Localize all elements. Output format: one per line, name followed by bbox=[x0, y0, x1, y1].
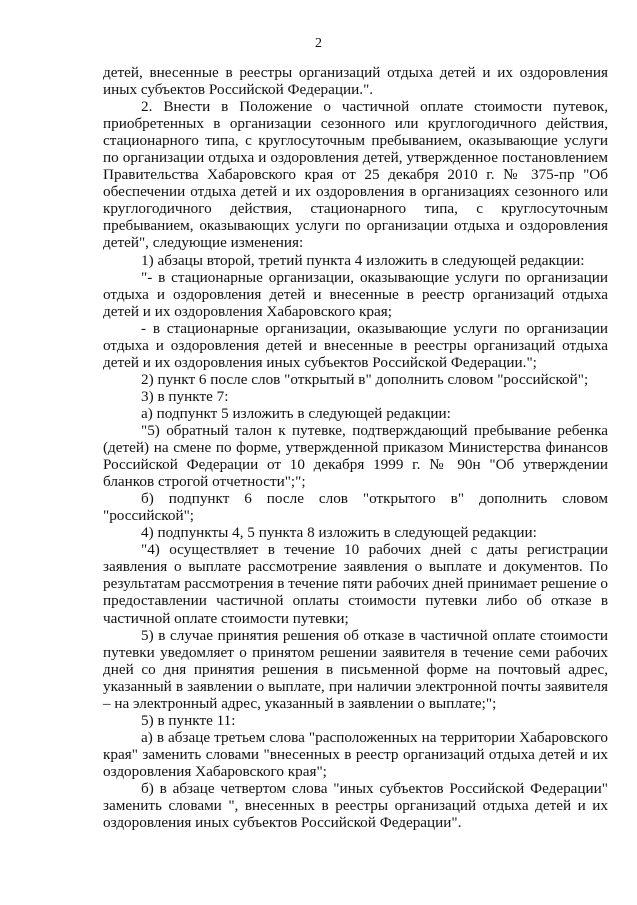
page-number: 2 bbox=[315, 36, 322, 51]
paragraph: 3) в пункте 7: bbox=[141, 387, 229, 405]
paragraph: 5) в пункте 11: bbox=[141, 711, 236, 729]
paragraph: "4) осуществляет в течение 10 рабочих дней с даты регистрации заявления о выплате рассмотрение заявления о выплате и документов. По результатам рассмотрения в течение пяти рабочих дней принимает решение о предоставлении частичной оплаты стоимости путевки либо об отказе в частичной оплате стоимости путевки; bbox=[103, 541, 608, 627]
paragraph: а) в абзаце третьем слова "расположенных на территории Хабаровского края" заменить словами "внесенных в реестр организаций отдыха детей и их оздоровления Хабаровского края"; bbox=[103, 728, 608, 780]
paragraph: "- в стационарные организации, оказывающие услуги по организации отдыха и оздоровления детей и внесенные в реестр организаций отдыха детей и их оздоровления Хабаровского края; bbox=[103, 268, 608, 320]
paragraph: 4) подпункты 4, 5 пункта 8 изложить в следующей редакции: bbox=[141, 524, 537, 542]
paragraph: а) подпункт 5 изложить в следующей редакции: bbox=[141, 404, 451, 422]
paragraph: 2) пункт 6 после слов "открытый в" дополнить словом "российской"; bbox=[141, 370, 589, 388]
paragraph: детей, внесенные в реестры организаций отдыха детей и их оздоровления иных субъектов Российской Федерации.". bbox=[103, 64, 608, 99]
paragraph: - в стационарные организации, оказывающие услуги по организации отдыха и оздоровления детей и внесенные в реестры организаций отдыха детей и их оздоровления иных субъектов Российской Федерации."; bbox=[103, 319, 608, 371]
paragraph: б) в абзаце четвертом слова "иных субъектов Российской Федерации" заменить словами ", внесенных в реестры организаций отдыха детей и их оздоровления иных субъектов Российской Федерации". bbox=[103, 779, 608, 832]
paragraph: 2. Внести в Положение о частичной оплате стоимости путевок, приобретенных в организации сезонного или круглогодичного действия, стационарного типа, с круглосуточным пребыванием, оказывающие услуги по организации отдыха и оздоровления детей, утвержденное постановлением Правительства Хабаровского края от 25 декабря 2010 г. № 375-пр "Об обеспечении отдыха детей и их оздоровления в организациях сезонного или круглогодичного действия, стационарного типа, с круглосуточным пребыванием, оказывающих услуги по организации отдыха и оздоровления детей", следующие изменения: bbox=[103, 98, 608, 252]
paragraph: "5) обратный талон к путевке, подтверждающий пребывание ребенка (детей) на смене по форме, утвержденной приказом Министерства финансов Российской Федерации от 10 декабря 1999 г. № 90н "Об утверждении бланков строгой отчетности";"; bbox=[103, 421, 608, 491]
paragraph: 1) абзацы второй, третий пункта 4 изложить в следующей редакции: bbox=[141, 251, 585, 269]
paragraph: б) подпункт 6 после слов "открытого в" дополнить словом "российской"; bbox=[103, 490, 608, 525]
document-body bbox=[103, 64, 608, 831]
paragraph: 5) в случае принятия решения об отказе в частичной оплате стоимости путевки уведомляет о принятом решении заявителя в течение семи рабочих дней со дня принятия решения в письменной форме на почтовый адрес, указанный в заявлении о выплате, при наличии электронной почты заявителя – на электронный адрес, указанный в заявлении о выплате;"; bbox=[103, 626, 608, 712]
